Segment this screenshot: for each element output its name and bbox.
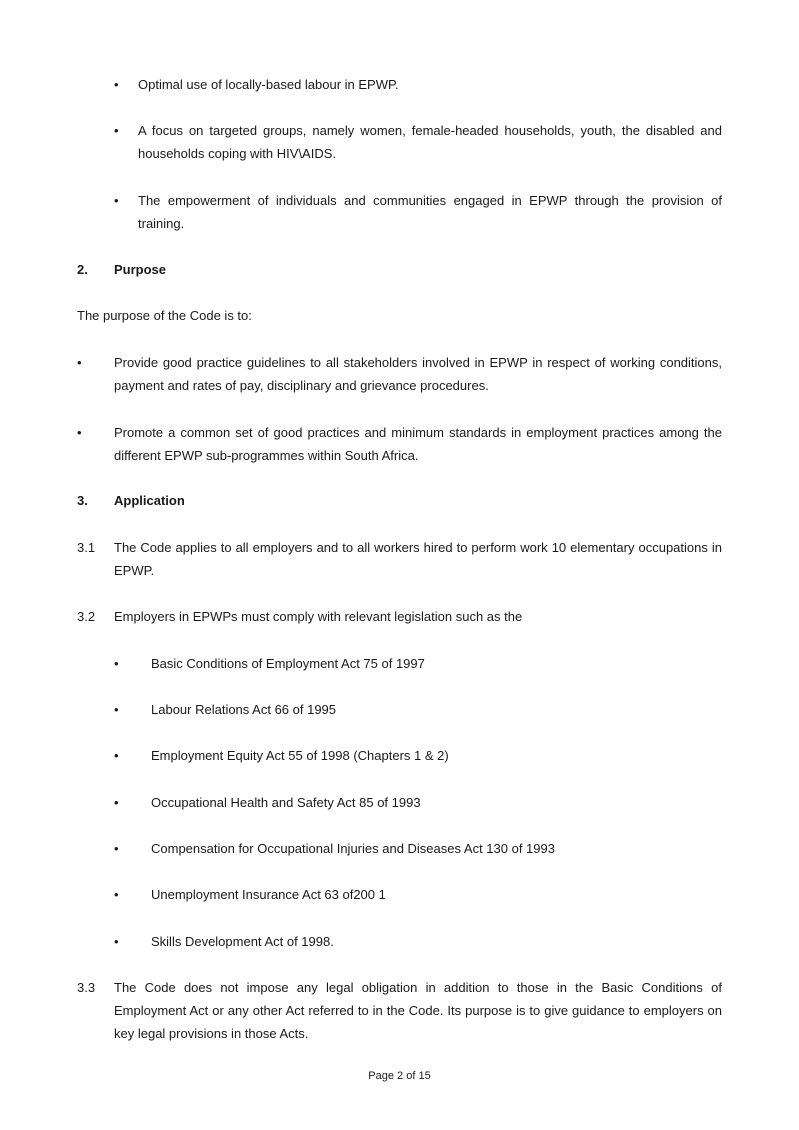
bullet-marker: • — [77, 425, 82, 440]
clause-3-1-number: 3.1 — [77, 540, 96, 555]
bullet-marker: • — [114, 656, 119, 671]
section-3-title: Application — [114, 493, 185, 508]
clause-3-3-text: The Code does not impose any legal obligation in addition to those in the Basic Conditions of Employment Act or any other Act referred to in the Code. Its purpose is to give guidance to employers on key legal provisions in those Acts. — [114, 980, 722, 1041]
section-2-title: Purpose — [114, 262, 167, 277]
act-item: Employment Equity Act 55 of 1998 (Chapters 1 & 2) — [151, 748, 449, 763]
bullet-marker: • — [114, 77, 119, 92]
page-number: Page 2 of 15 — [368, 1070, 431, 1082]
clause-3-3-number: 3.3 — [77, 980, 96, 995]
bullet-marker: • — [114, 887, 119, 902]
act-item: Labour Relations Act 66 of 1995 — [151, 702, 337, 717]
purpose-bullet-1: Provide good practice guidelines to all stakeholders involved in EPWP in respect of working conditions, payment and rates of pay, disciplinary and grievance procedures. — [114, 355, 722, 393]
act-item: Compensation for Occupational Injuries and Diseases Act 130 of 1993 — [151, 841, 555, 856]
clause-3-2-text: Employers in EPWPs must comply with relevant legislation such as the — [114, 609, 523, 624]
clause-3-2-number: 3.2 — [77, 609, 96, 624]
clause-3-1-text: The Code applies to all employers and to all workers hired to perform work 10 elementary occupations in EPWP. — [114, 540, 722, 578]
bullet-marker: • — [114, 702, 119, 717]
act-item: Occupational Health and Safety Act 85 of 1993 — [151, 795, 421, 810]
section-2-intro: The purpose of the Code is to: — [77, 308, 252, 323]
bullet-marker: • — [114, 748, 119, 763]
bullet-marker: • — [114, 795, 119, 810]
bullet-marker: • — [114, 123, 119, 138]
act-item: Unemployment Insurance Act 63 of200 1 — [151, 887, 386, 902]
bullet-marker: • — [114, 193, 119, 208]
bullet-marker: • — [77, 355, 82, 370]
intro-bullet-1: Optimal use of locally-based labour in EPWP. — [138, 77, 399, 92]
bullet-marker: • — [114, 934, 119, 949]
section-2-number: 2. — [77, 262, 88, 277]
purpose-bullet-2: Promote a common set of good practices and minimum standards in employment practices among the different EPWP sub-programmes within South Africa. — [114, 425, 722, 463]
act-item: Skills Development Act of 1998. — [151, 934, 334, 949]
bullet-marker: • — [114, 841, 119, 856]
act-item: Basic Conditions of Employment Act 75 of 1997 — [151, 656, 425, 671]
section-3-number: 3. — [77, 493, 88, 508]
intro-bullet-2: A focus on targeted groups, namely women, female-headed households, youth, the disabled and households coping with HIV\AIDS. — [138, 123, 722, 161]
intro-bullet-3: The empowerment of individuals and communities engaged in EPWP through the provision of training. — [138, 193, 722, 231]
